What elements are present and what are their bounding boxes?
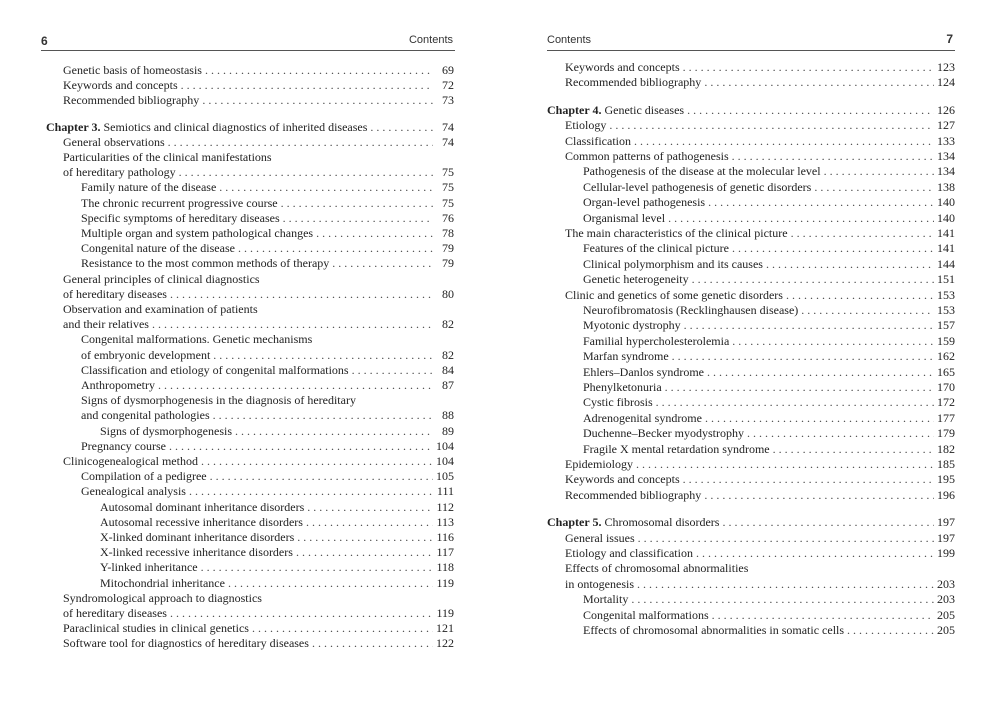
toc-entry: [583, 164, 955, 179]
leader-dots: [801, 303, 934, 318]
entry-page-number: 170: [937, 380, 955, 394]
leader-dots: [152, 317, 433, 332]
entry-page-number: 127: [937, 118, 955, 133]
running-header: Contents: [408, 34, 453, 46]
toc-entry: [63, 591, 454, 606]
entry-page-number: 141: [937, 226, 955, 240]
leader-dots: [158, 378, 433, 393]
toc-entry: [100, 424, 454, 439]
entry-page-number: 79: [442, 241, 454, 256]
entry-title: Particularities of the clinical manifestations: [63, 150, 272, 164]
entry-title: Cellular-level pathogenesis of genetic disorders: [583, 179, 812, 194]
toc-entry: [63, 93, 454, 108]
entry-page-number: 74: [442, 119, 454, 134]
entry-page-number: 73: [442, 93, 454, 108]
entry-title: Recommended bibliography: [565, 75, 702, 90]
entry-page-number: 203: [937, 576, 955, 591]
toc-entry: [100, 515, 454, 530]
leader-dots: [732, 149, 934, 164]
leader-dots: [704, 488, 934, 503]
entry-title: Signs of dysmorphogenesis: [100, 423, 232, 438]
entry-page-number: 75: [442, 180, 454, 195]
leader-dots: [708, 195, 934, 210]
entry-page-number: 157: [937, 318, 955, 333]
entry-title: Multiple organ and system pathological changes: [81, 226, 314, 240]
entry-page-number: 197: [937, 515, 955, 530]
toc-entry: [63, 454, 454, 469]
entry-title: Effects of chromosomal abnormalities in somatic cells: [583, 623, 845, 637]
entry-title: Chromosomal disorders: [601, 515, 720, 530]
leader-dots: [692, 272, 934, 287]
leader-dots: [307, 500, 433, 515]
page-number: 7: [946, 32, 953, 46]
entry-page-number: 112: [436, 499, 454, 514]
entry-page-number: 116: [436, 530, 454, 544]
toc-entry: [81, 439, 454, 454]
leader-dots: [732, 241, 934, 256]
entry-page-number: 104: [436, 454, 454, 468]
entry-page-number: 121: [436, 621, 454, 636]
entry-title: General observations: [63, 134, 165, 149]
leader-dots: [316, 226, 433, 241]
entry-title: Clinicogenealogical method: [63, 454, 198, 468]
toc-entry: [565, 472, 955, 487]
leader-dots: [370, 120, 433, 135]
entry-page-number: 205: [937, 607, 955, 622]
leader-dots: [705, 411, 934, 426]
entry-title: Y-linked inheritance: [100, 560, 198, 575]
leader-dots: [219, 180, 433, 195]
leader-dots: [181, 78, 433, 93]
entry-title: Myotonic dystrophy: [583, 318, 681, 333]
leader-dots: [213, 348, 433, 363]
entry-page-number: 197: [937, 530, 955, 545]
toc-entry: [81, 180, 454, 195]
toc-entry: [565, 75, 955, 90]
leader-dots: [696, 546, 934, 561]
entry-page-number: 153: [937, 303, 955, 317]
entry-page-number: 177: [937, 410, 955, 425]
entry-title: Organ-level pathogenesis: [583, 195, 706, 210]
entry-title: Genealogical analysis: [81, 484, 186, 499]
entry-title: of hereditary diseases: [63, 606, 167, 620]
toc-entry: [81, 332, 454, 347]
entry-title: Autosomal dominant inheritance disorders: [100, 499, 305, 514]
toc-entry: [81, 363, 454, 378]
running-header: Contents: [547, 34, 592, 46]
entry-title: Signs of dysmorphogenesis in the diagnosis of hereditary: [81, 393, 356, 408]
toc-entry: [100, 576, 454, 591]
toc-entry: [100, 530, 454, 545]
toc-entry: [583, 349, 955, 364]
entry-title: Keywords and concepts: [565, 472, 680, 487]
leader-dots: [707, 365, 934, 380]
entry-title: Features of the clinical picture: [583, 241, 729, 256]
leader-dots: [634, 134, 934, 149]
entry-page-number: 203: [937, 592, 955, 607]
leader-dots: [786, 288, 934, 303]
entry-title: Resistance to the most common methods of therapy: [81, 256, 330, 271]
entry-title: Pregnancy course: [81, 438, 166, 453]
toc-entry: [100, 500, 454, 515]
leader-dots: [636, 457, 934, 472]
chapter-entry: [46, 120, 454, 135]
leader-dots: [238, 241, 433, 256]
entry-page-number: 195: [937, 472, 955, 487]
toc-entry: [583, 365, 955, 380]
leader-dots: [170, 287, 433, 302]
chapter-entry: [547, 103, 955, 118]
toc-entry: [583, 592, 955, 607]
toc-entry: [583, 257, 955, 272]
entry-page-number: 122: [436, 636, 454, 651]
entry-title: and their relatives: [63, 317, 149, 332]
entry-page-number: 118: [436, 560, 454, 575]
entry-title: Adrenogenital syndrome: [583, 410, 702, 425]
leader-dots: [668, 211, 934, 226]
toc-entry: [583, 623, 955, 638]
entry-page-number: 179: [937, 426, 955, 441]
entry-page-number: 165: [937, 364, 955, 379]
toc-entry: [565, 488, 955, 503]
entry-page-number: 205: [937, 623, 955, 637]
toc-entry: [583, 334, 955, 349]
entry-title: General issues: [565, 530, 635, 545]
entry-page-number: 74: [442, 134, 454, 149]
chapter-number: Chapter 3.: [46, 119, 101, 134]
toc-entry: [100, 560, 454, 575]
toc-entry: [81, 196, 454, 211]
toc-entry: [565, 561, 955, 576]
entry-page-number: 199: [937, 546, 955, 560]
entry-title: Etiology: [565, 118, 607, 133]
leader-dots: [814, 180, 934, 195]
toc-entry: [63, 272, 454, 287]
entry-page-number: 76: [442, 210, 454, 225]
leader-dots: [296, 545, 433, 560]
toc-entry: [63, 63, 454, 78]
entry-page-number: 117: [436, 545, 454, 560]
toc-entry: [81, 378, 454, 393]
leader-dots: [306, 515, 433, 530]
entry-title: Keywords and concepts: [63, 78, 178, 93]
entry-page-number: 78: [442, 226, 454, 240]
entry-page-number: 185: [937, 457, 955, 471]
toc-entry: [565, 118, 955, 133]
right-page: [500, 0, 1000, 708]
entry-title: Clinic and genetics of some genetic disorders: [565, 287, 783, 302]
toc-entry: [81, 348, 454, 363]
entry-page-number: 196: [937, 487, 955, 502]
entry-page-number: 88: [442, 408, 454, 423]
chapter-number: Chapter 5.: [547, 515, 602, 530]
entry-page-number: 82: [442, 347, 454, 362]
entry-title: Phenylketonuria: [583, 380, 662, 394]
entry-title: Common patterns of pathogenesis: [565, 149, 729, 163]
leader-dots: [228, 576, 433, 591]
toc-entry: [81, 484, 454, 499]
entry-page-number: 75: [442, 165, 454, 180]
entry-title: and congenital pathologies: [81, 408, 210, 423]
toc-entry: [81, 469, 454, 484]
entry-title: Congenital malformations: [583, 607, 709, 622]
entry-title: Congenital nature of the disease: [81, 241, 235, 256]
leader-dots: [297, 530, 433, 545]
entry-page-number: 140: [937, 210, 955, 225]
leader-dots: [656, 395, 934, 410]
entry-title: Neurofibromatosis (Recklinghausen disease): [583, 303, 799, 317]
entry-page-number: 119: [436, 606, 454, 620]
toc-entry: [63, 78, 454, 93]
entry-page-number: 124: [937, 75, 955, 90]
leader-dots: [312, 636, 433, 651]
leader-dots: [283, 211, 433, 226]
entry-page-number: 113: [436, 514, 454, 529]
entry-title: The main characteristics of the clinical picture: [565, 226, 788, 240]
toc-entry: [565, 226, 955, 241]
toc-entry: [583, 303, 955, 318]
leader-dots: [722, 515, 934, 530]
header-rule: [547, 50, 955, 51]
leader-dots: [205, 63, 433, 78]
leader-dots: [637, 577, 934, 592]
leader-dots: [665, 380, 934, 395]
toc-entry: [583, 241, 955, 256]
leader-dots: [213, 408, 433, 423]
toc-entry: [583, 195, 955, 210]
toc-entry: [63, 317, 454, 332]
entry-title: Clinical polymorphism and its causes: [583, 256, 763, 271]
leader-dots: [201, 454, 433, 469]
entry-page-number: 79: [442, 256, 454, 271]
entry-title: Classification and etiology of congenital malformations: [81, 362, 349, 377]
entry-page-number: 105: [436, 469, 454, 484]
toc-entry: [63, 606, 454, 621]
leader-dots: [638, 531, 934, 546]
entry-page-number: 140: [937, 195, 955, 210]
leader-dots: [684, 318, 934, 333]
toc-entry: [81, 241, 454, 256]
toc-entry: [565, 546, 955, 561]
leader-dots: [672, 349, 934, 364]
leader-dots: [332, 256, 433, 271]
entry-title: Marfan syndrome: [583, 349, 669, 364]
entry-title: Pathogenesis of the disease at the molecular level: [583, 164, 821, 179]
entry-page-number: 89: [442, 423, 454, 438]
leader-dots: [169, 439, 433, 454]
entry-page-number: 87: [442, 378, 454, 392]
chapter-entry: [547, 515, 955, 530]
toc-entry: [583, 442, 955, 457]
toc-entry: [63, 287, 454, 302]
toc-entry: [583, 180, 955, 195]
entry-title: Classification: [565, 133, 631, 148]
toc-entry: [583, 272, 955, 287]
chapter-number: Chapter 4.: [547, 102, 602, 117]
toc-entry: [583, 395, 955, 410]
leader-dots: [747, 426, 934, 441]
toc-entry: [583, 411, 955, 426]
entry-title: Keywords and concepts: [565, 60, 680, 74]
entry-title: Recommended bibliography: [565, 487, 702, 502]
entry-title: Paraclinical studies in clinical genetics: [63, 621, 249, 636]
leader-dots: [732, 334, 934, 349]
toc-entry: [583, 380, 955, 395]
toc-entry: [100, 545, 454, 560]
entry-page-number: 141: [937, 241, 955, 256]
toc-entry: [63, 621, 454, 636]
toc-entry: [565, 531, 955, 546]
toc-entry: [565, 149, 955, 164]
entry-title: Recommended bibliography: [63, 93, 200, 108]
leader-dots: [170, 606, 433, 621]
entry-title: of hereditary pathology: [63, 165, 176, 180]
toc-entry: [583, 426, 955, 441]
leader-dots: [189, 484, 433, 499]
entry-title: Ehlers–Danlos syndrome: [583, 364, 704, 379]
entry-title: The chronic recurrent progressive course: [81, 195, 278, 210]
entry-title: Familial hypercholesterolemia: [583, 333, 730, 348]
toc-entry: [583, 211, 955, 226]
entry-title: Genetic heterogeneity: [583, 272, 689, 287]
entry-title: Autosomal recessive inheritance disorders: [100, 514, 303, 529]
entry-title: Specific symptoms of hereditary diseases: [81, 210, 280, 225]
entry-title: Genetic basis of homeostasis: [63, 63, 202, 77]
entry-page-number: 159: [937, 333, 955, 348]
toc-entry: [565, 134, 955, 149]
entry-title: General principles of clinical diagnostics: [63, 271, 260, 286]
entry-page-number: 111: [436, 484, 454, 499]
leader-dots: [791, 226, 934, 241]
leader-dots: [824, 164, 934, 179]
page-number: 6: [41, 34, 48, 48]
entry-title: X-linked dominant inheritance disorders: [100, 530, 295, 544]
toc-entry: [63, 302, 454, 317]
entry-page-number: 162: [937, 349, 955, 364]
entry-page-number: 133: [937, 133, 955, 148]
entry-title: in ontogenesis: [565, 576, 634, 591]
toc-entry: [63, 165, 454, 180]
toc-entry: [565, 577, 955, 592]
entry-page-number: 151: [937, 272, 955, 287]
toc-entry: [583, 608, 955, 623]
entry-title: Cystic fibrosis: [583, 395, 653, 410]
leader-dots: [352, 363, 433, 378]
header-rule: [41, 50, 455, 51]
toc-entry: [81, 211, 454, 226]
toc-entry: [63, 135, 454, 150]
leader-dots: [773, 442, 934, 457]
entry-title: Anthropometry: [81, 378, 155, 392]
leader-dots: [210, 469, 433, 484]
entry-page-number: 80: [442, 286, 454, 301]
leader-dots: [687, 103, 934, 118]
toc-entry: [565, 60, 955, 75]
leader-dots: [179, 165, 433, 180]
entry-title: Semiotics and clinical diagnostics of inherited diseases: [100, 119, 368, 134]
entry-title: Observation and examination of patients: [63, 302, 258, 316]
entry-page-number: 119: [436, 575, 454, 590]
toc-entry: [81, 226, 454, 241]
entry-page-number: 172: [937, 395, 955, 410]
leader-dots: [712, 608, 934, 623]
toc-entry: [565, 457, 955, 472]
leader-dots: [631, 592, 934, 607]
leader-dots: [281, 196, 433, 211]
leader-dots: [847, 623, 934, 638]
entry-page-number: 75: [442, 195, 454, 210]
toc-entry: [565, 288, 955, 303]
entry-page-number: 153: [937, 287, 955, 302]
leader-dots: [766, 257, 934, 272]
entry-title: Mitochondrial inheritance: [100, 575, 225, 590]
leader-dots: [201, 560, 433, 575]
entry-page-number: 144: [937, 256, 955, 271]
entry-title: Congenital malformations. Genetic mechanisms: [81, 332, 313, 347]
toc-entry: [81, 393, 454, 408]
entry-title: Mortality: [583, 592, 629, 607]
entry-title: Fragile X mental retardation syndrome: [583, 441, 770, 456]
entry-title: Genetic diseases: [601, 102, 685, 117]
entry-title: Software tool for diagnostics of hereditary diseases: [63, 636, 309, 651]
entry-page-number: 134: [937, 164, 955, 179]
entry-title: of hereditary diseases: [63, 286, 167, 301]
entry-page-number: 69: [442, 63, 454, 77]
toc-entry: [81, 408, 454, 423]
entry-title: Family nature of the disease: [81, 180, 217, 195]
leader-dots: [168, 135, 433, 150]
entry-title: Syndromological approach to diagnostics: [63, 590, 262, 605]
entry-title: Organismal level: [583, 210, 666, 225]
leader-dots: [683, 472, 934, 487]
toc-entry: [63, 150, 454, 165]
leader-dots: [683, 60, 934, 75]
leader-dots: [202, 93, 433, 108]
entry-title: of embryonic development: [81, 347, 211, 362]
entry-title: Duchenne–Becker myodystrophy: [583, 426, 744, 441]
toc-entry: [63, 636, 454, 651]
toc-entry: [81, 256, 454, 271]
entry-page-number: 126: [937, 102, 955, 117]
leader-dots: [609, 118, 934, 133]
entry-page-number: 72: [442, 78, 454, 93]
entry-page-number: 182: [937, 441, 955, 456]
entry-page-number: 84: [442, 362, 454, 377]
entry-title: Compilation of a pedigree: [81, 469, 207, 484]
entry-page-number: 123: [937, 60, 955, 74]
toc-entry: [583, 318, 955, 333]
leader-dots: [704, 75, 934, 90]
entry-page-number: 82: [442, 317, 454, 332]
entry-title: Etiology and classification: [565, 546, 693, 560]
entry-page-number: 104: [436, 438, 454, 453]
entry-title: Epidemiology: [565, 457, 633, 471]
entry-title: X-linked recessive inheritance disorders: [100, 545, 293, 560]
entry-page-number: 138: [937, 179, 955, 194]
leader-dots: [252, 621, 433, 636]
entry-page-number: 134: [937, 149, 955, 163]
leader-dots: [235, 424, 433, 439]
entry-title: Effects of chromosomal abnormalities: [565, 561, 749, 576]
